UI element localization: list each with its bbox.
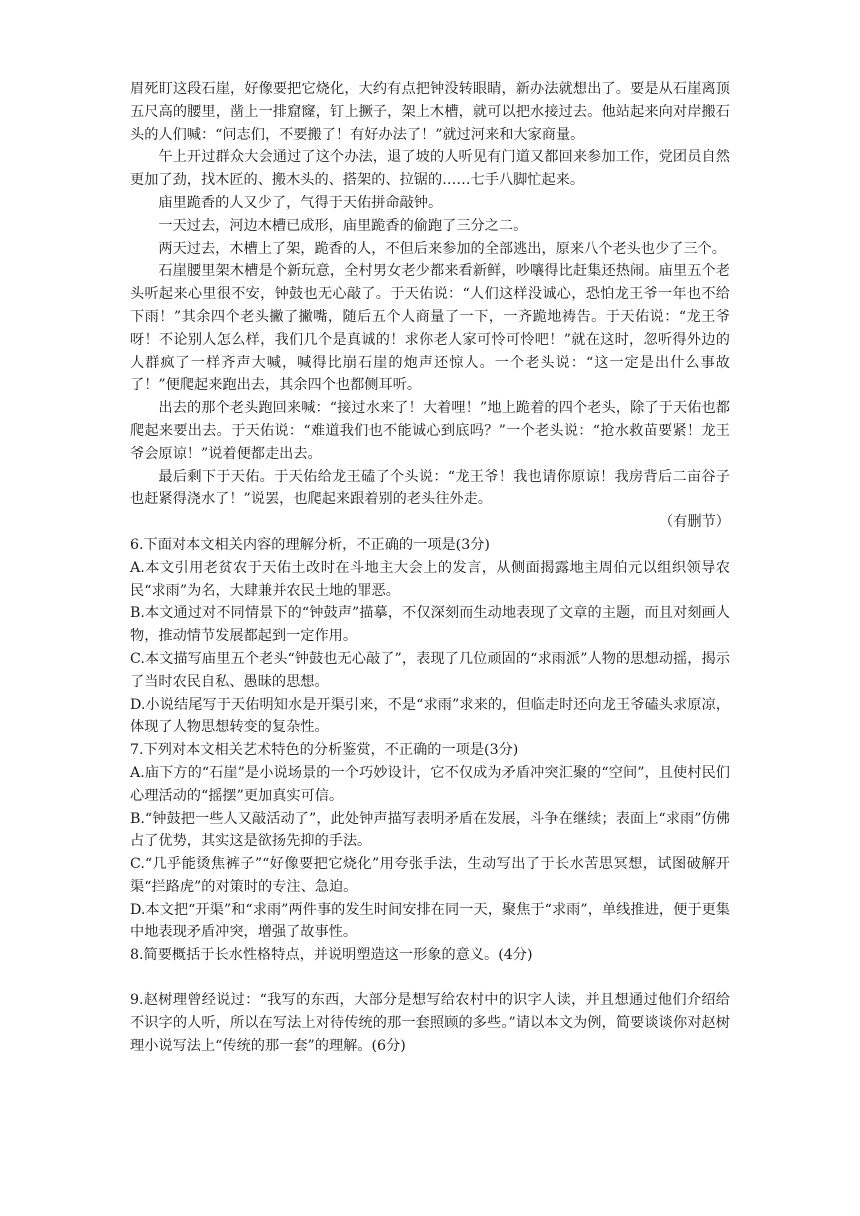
story-paragraph: 最后剩下于天佑。于天佑给龙王磕了个头说：“龙王爷！我也请你原谅！我房背后二亩谷子也赶紧得浇水了！”说罢，也爬起来跟着别的老头往外走。 (130, 468, 730, 508)
question-stem: 9.赵树理曾经说过：“我写的东西，大部分是想写给农村中的识字人读，并且想通过他们介绍给不识字的人听，所以在写法上对待传统的那一套照顾的多些。”请以本文为例，简要谈谈你对赵树理小说写法上“传统的那一套”的理解。(6分) (130, 992, 730, 1054)
question-stem: 6.下面对本文相关内容的理解分析，不正确的一项是(3分) (130, 536, 490, 553)
story-paragraph: 庙里跪香的人又少了，气得于天佑拼命敲钟。 (158, 194, 443, 211)
story-paragraph: 出去的那个老头跑回来喊：“接过水来了！大着哩！”地上跪着的四个老头，除了于天佑也都爬起来要出去。于天佑说：“难道我们也不能诚心到底吗？”一个老头说：“抢水救苗要紧！龙王爷会原谅！”说着便都走出去。 (130, 400, 730, 462)
option-d: D.小说结尾写于天佑明知水是开渠引来，不是“求雨”求来的，但临走时还向龙王爷磕头求原凉，体现了人物思想转变的复杂性。 (130, 696, 730, 736)
question-8 (130, 944, 730, 967)
story-paragraph: 一天过去，河边木槽已成形，庙里跪香的偷跑了三分之二。 (158, 217, 528, 234)
question-7 (130, 739, 730, 944)
question-stem: 7.下列对本文相关艺术特色的分析鉴赏，不正确的一项是(3分) (130, 742, 519, 759)
question-6 (130, 534, 730, 739)
story-paragraph: 眉死盯这段石崖，好像要把它烧化，大约有点把钟没转眼睛，新办法就想出了。要是从石崖离顶五尺高的腰里，凿上一排窟窿，钉上撅子，架上木槽，就可以把水接过去。他站起来向对岸搬石头的人们喊：“问志们，不要搬了！有好办法了！”就过河来和大家商量。 (130, 81, 730, 143)
option-b: B.本文通过对不同情景下的“钟鼓声”描摹，不仅深刻而生动地表现了文章的主题，而且对刻画人物，推动情节发展都起到一定作用。 (130, 605, 730, 645)
story-paragraph: 石崖腰里架木槽是个新玩意，全村男女老少都来看新鲜，吵嚷得比赶集还热闹。庙里五个老头听起来心里很不安，钟鼓也无心敲了。于天佑说：“人们这样没诚心，恐怕龙王爷一年也不给下雨！”其余四个老头撇了撇嘴，随后五个人商量了一下，一齐跪地祷告。于天佑说：“龙王爷呀！不论别人怎么样，我们几个是真诚的！求你老人家可怜可怜吧！”就在这时，忽听得外边的人群疯了一样齐声大喊，喊得比崩石崖的炮声还惊人。一个老头说：“这一定是出什么事故了！”便爬起来跑出去，其余四个也都侧耳听。 (130, 263, 730, 394)
document-page (130, 78, 730, 1057)
option-b: B.“钟鼓把一些人又敲活动了”，此处钟声描写表明矛盾在发展，斗争在继续；表面上“求雨”仿佛占了优势，其实这是欲扬先抑的手法。 (130, 810, 730, 850)
story-text (130, 78, 730, 534)
option-a: A.庙下方的“石崖”是小说场景的一个巧妙设计，它不仅成为矛盾冲突汇聚的“空间”，且使村民们心理活动的“摇摆”更加真实可信。 (130, 764, 730, 804)
option-a: A.本文引用老贫农于天佑土改时在斗地主大会上的发言，从侧面揭露地主周伯元以组织领导农民“求雨”为名，大肆兼并农民土地的罪恶。 (130, 559, 730, 599)
option-d: D.本文把“开渠”和“求雨”两件事的发生时间安排在同一天，聚焦于“求雨”，单线推进，便于更集中地表现矛盾冲突，增强了故事性。 (130, 901, 730, 941)
option-c: C.“几乎能烫焦裤子”“好像要把它烧化”用夸张手法，生动写出了于长水苦思冥想，试图破解开渠“拦路虎”的对策时的专注、急迫。 (130, 856, 730, 895)
story-paragraph: 两天过去，木槽上了架，跪香的人，不但后来参加的全部逃出，原来八个老头也少了三个。 (158, 240, 726, 257)
question-stem: 8.简要概括于长水性格特点，并说明塑造这一形象的意义。(4分) (130, 947, 533, 964)
abridged-note: （有删节） (659, 514, 730, 531)
option-c: C.本文描写庙里五个老头“钟鼓也无心敲了”，表现了几位顽固的“求雨派”人物的思想动摇，揭示了当时农民自私、愚昧的思想。 (130, 650, 730, 690)
question-9 (130, 989, 730, 1057)
answer-space (130, 967, 730, 989)
story-paragraph: 午上开过群众大会通过了这个办法，退了坡的人听见有门道又都回来参加工作，党团员自然更加了劲，找木匠的、搬木头的、搭架的、拉锯的……七手八脚忙起来。 (130, 149, 730, 189)
